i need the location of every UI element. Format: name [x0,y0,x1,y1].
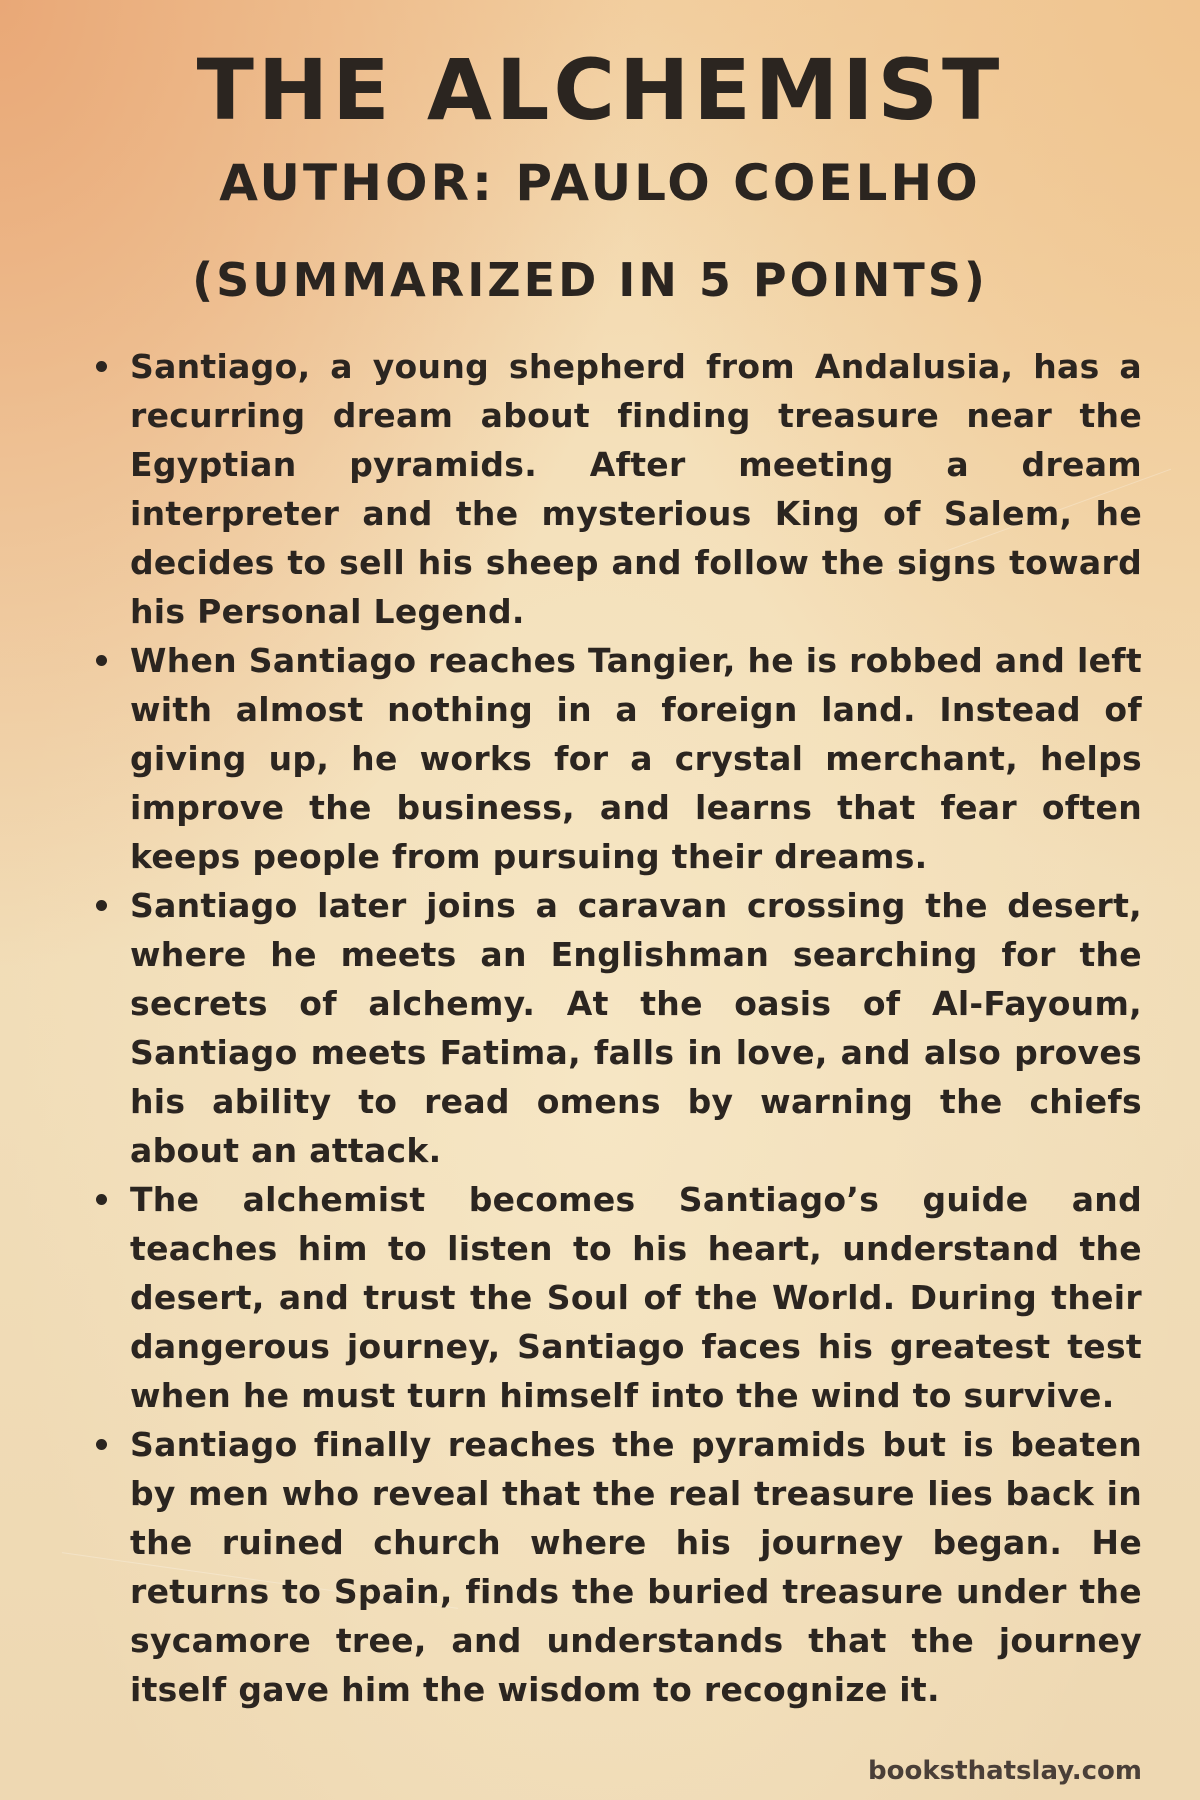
summary-point [90,1175,1142,1420]
summary-point-text: When Santiago reaches Tangier, he is robbed and left with almost nothing in a foreign land. Instead of giving up, he works for a crystal merchant, helps improve the business, and learns that fear often keeps people from pursuing their dreams. [130,641,1142,876]
summary-subtitle: (SUMMARIZED IN 5 POINTS) [192,253,988,307]
book-author: AUTHOR: PAULO COELHO [219,154,981,212]
book-title: THE ALCHEMIST [196,41,1004,139]
bullet-icon [96,900,107,911]
summary-point [90,636,1142,881]
bullet-icon [96,1194,107,1205]
website-credit: booksthatslay.com [868,1756,1142,1786]
summary-point-text: The alchemist becomes Santiago’s guide and teaches him to listen to his heart, understand the desert, and trust the Soul of the World. During their dangerous journey, Santiago faces his greatest test when he must turn himself into the wind to survive. [130,1180,1142,1415]
summary-points-list [90,342,1142,1714]
summary-point [90,1420,1142,1714]
summary-point-text: Santiago later joins a caravan crossing the desert, where he meets an Englishman searching for the secrets of alchemy. At the oasis of Al-Fayoum, Santiago meets Fatima, falls in love, and also proves his ability to read omens by warning the chiefs about an attack. [130,886,1142,1170]
summary-point-text: Santiago, a young shepherd from Andalusia, has a recurring dream about finding treasure near the Egyptian pyramids. After meeting a dream interpreter and the mysterious King of Salem, he decides to sell his sheep and follow the signs toward his Personal Legend. [130,347,1142,631]
bullet-icon [96,361,107,372]
summary-point [90,342,1142,636]
summary-point [90,881,1142,1175]
bullet-icon [96,1439,107,1450]
bullet-icon [96,655,107,666]
summary-point-text: Santiago finally reaches the pyramids but is beaten by men who reveal that the real treasure lies back in the ruined church where his journey began. He returns to Spain, finds the buried treasure under the sycamore tree, and understands that the journey itself gave him the wisdom to recognize it. [130,1425,1142,1709]
